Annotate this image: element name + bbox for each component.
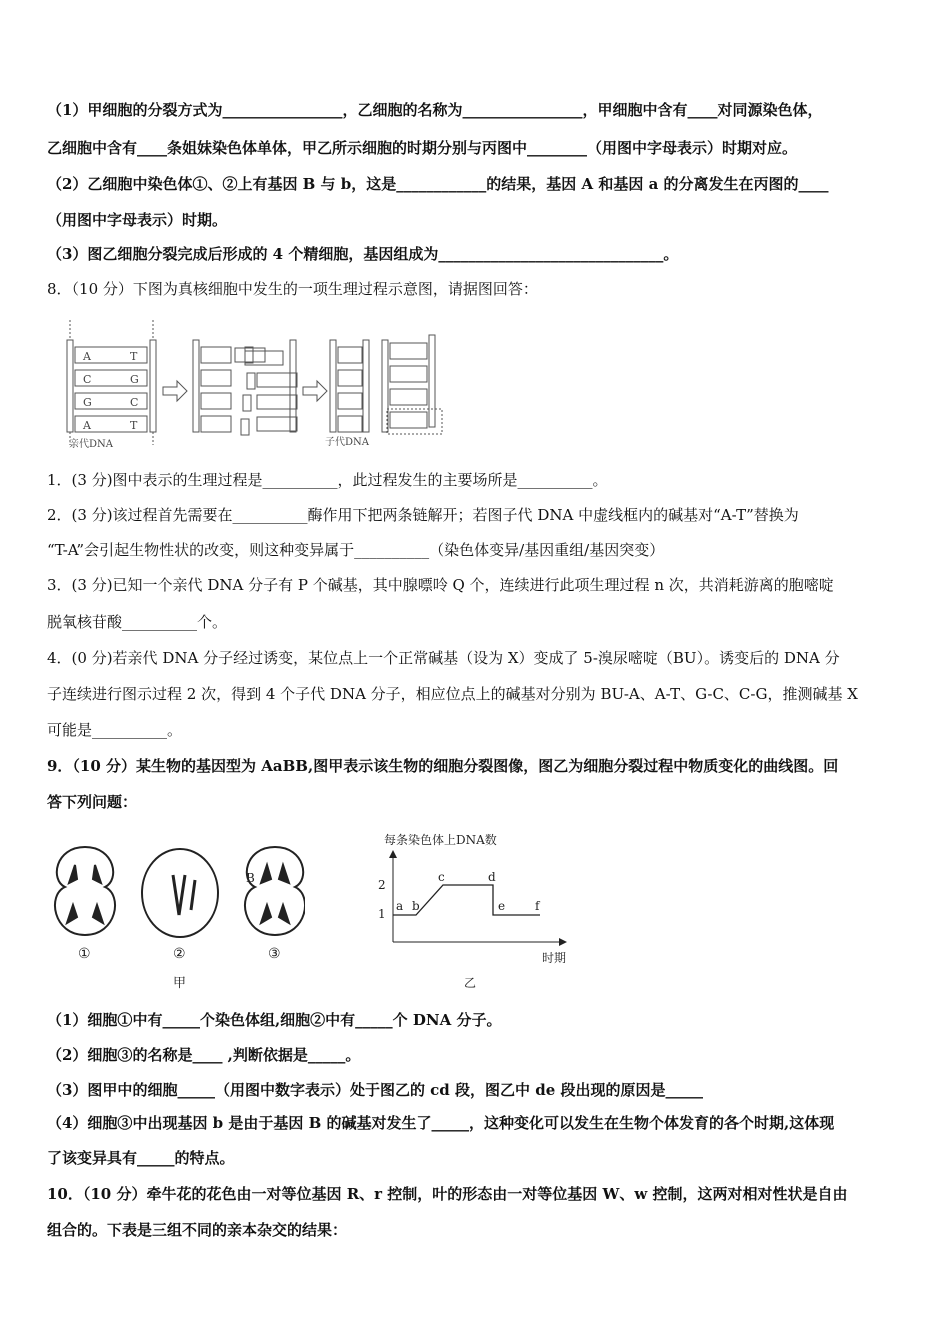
q8-line: 1．(3 分)图中表示的生理过程是__________，此过程发生的主要场所是__________。	[47, 471, 608, 489]
q7-line: 乙细胞中含有____条姐妹染色体单体，甲乙所示细胞的时期分别与丙图中________（用图中字母表示）时期对应。	[47, 139, 798, 157]
cell-number: ②	[173, 946, 186, 962]
svg-text:C: C	[83, 373, 92, 386]
q8-line: 可能是__________。	[47, 721, 183, 739]
q9-title: 9．（10 分）某生物的基因型为 AaBB,图甲表示该生物的细胞分裂图像，图乙为细胞分裂过程中物质变化的曲线图。回	[47, 757, 839, 775]
chart-ylabel: 每条染色体上DNA数	[384, 833, 497, 847]
q9-title: 答下列问题：	[47, 793, 138, 811]
svg-text:G: G	[130, 373, 139, 386]
q7-line: （用图中字母表示）时期。	[47, 211, 228, 229]
cell-division-figure	[45, 835, 305, 995]
svg-text:T: T	[130, 419, 138, 432]
arrow-icon	[303, 381, 327, 401]
point-label: d	[488, 870, 496, 884]
q10-title: 10．（10 分）牵牛花的花色由一对等位基因 R、r 控制，叶的形态由一对等位基因 W、w 控制，这两对相对性状是自由	[47, 1185, 848, 1203]
point-label: c	[438, 870, 445, 884]
parent-dna-label: 亲代DNA	[69, 439, 113, 450]
svg-text:A: A	[83, 419, 91, 432]
cell-number: ①	[78, 946, 91, 962]
svg-text:A: A	[83, 350, 91, 363]
svg-text:T: T	[130, 350, 138, 363]
y-tick: 2	[378, 878, 386, 892]
y-tick: 1	[378, 907, 386, 921]
q10-title: 组合的。下表是三组不同的亲本杂交的结果：	[47, 1221, 348, 1239]
q9-sub: （4）细胞③中出现基因 b 是由于基因 B 的碱基对发生了_____，这种变化可以发生在生物个体发育的各个时期,这体现	[47, 1114, 835, 1132]
parent-dna	[67, 320, 156, 445]
dna-per-chromosome-chart	[370, 822, 590, 1002]
q8-line: 脱氧核苷酸__________个。	[47, 613, 228, 631]
q8-line: 2．(3 分)该过程首先需要在__________酶作用下把两条链解开；若图子代 DNA 中虚线框内的碱基对“A-T”替换为	[47, 506, 799, 524]
arrow-icon	[163, 381, 187, 401]
point-label: e	[498, 899, 506, 913]
q8-line: 3．(3 分)已知一个亲代 DNA 分子有 P 个碱基，其中腺嘌呤 Q 个，连续进行此项生理过程 n 次，共消耗游离的胞嘧啶	[47, 576, 834, 594]
svg-text:G: G	[83, 396, 92, 409]
q7-line: （3）图乙细胞分裂完成后形成的 4 个精细胞，基因组成为______________________________。	[47, 245, 679, 263]
q8-line: “T-A”会引起生物性状的改变，则这种变异属于__________（染色体变异/基因重组/基因突变）	[47, 541, 665, 559]
point-label: f	[535, 899, 540, 913]
q9-sub: （1）细胞①中有_____个染色体组,细胞②中有_____个 DNA 分子。	[47, 1011, 502, 1029]
point-label: a	[396, 899, 404, 913]
svg-text:C: C	[130, 396, 139, 409]
q9-sub: 了该变异具有_____的特点。	[47, 1149, 235, 1167]
child-dna-label: 子代DNA	[325, 437, 369, 448]
cell-number: ③	[268, 946, 281, 962]
q9-sub: （2）细胞③的名称是____ ,判断依据是_____。	[47, 1046, 361, 1064]
q7-line: （2）乙细胞中染色体①、②上有基因 B 与 b，这是____________的结果，基因 A 和基因 a 的分离发生在丙图的____	[47, 175, 829, 193]
q9-sub: （3）图甲中的细胞_____（用图中数字表示）处于图乙的 cd 段，图乙中 de 段出现的原因是_____	[47, 1081, 703, 1099]
q8-line: 子连续进行图示过程 2 次，得到 4 个子代 DNA 分子，相应位点上的碱基对分别为 BU-A、A-T、G-C、C-G，推测碱基 X	[47, 685, 858, 703]
chart-xlabel: 时期	[542, 951, 567, 965]
gene-label: B	[246, 871, 255, 885]
point-label: b	[412, 899, 420, 913]
q8-title: 8．（10 分）下图为真核细胞中发生的一项生理过程示意图，请据图回答：	[47, 280, 538, 298]
q8-line: 4．(0 分)若亲代 DNA 分子经过诱变，某位点上一个正常碱基（设为 X）变成了 5-溴尿嘧啶（BU）。诱变后的 DNA 分	[47, 649, 840, 667]
figure-jia-label: 甲	[173, 976, 187, 991]
dna-replication-figure	[55, 315, 445, 450]
figure-yi-label: 乙	[464, 976, 477, 990]
q7-line: （1）甲细胞的分裂方式为________________，乙细胞的名称为________________，甲细胞中含有____对同源染色体，	[47, 101, 823, 119]
